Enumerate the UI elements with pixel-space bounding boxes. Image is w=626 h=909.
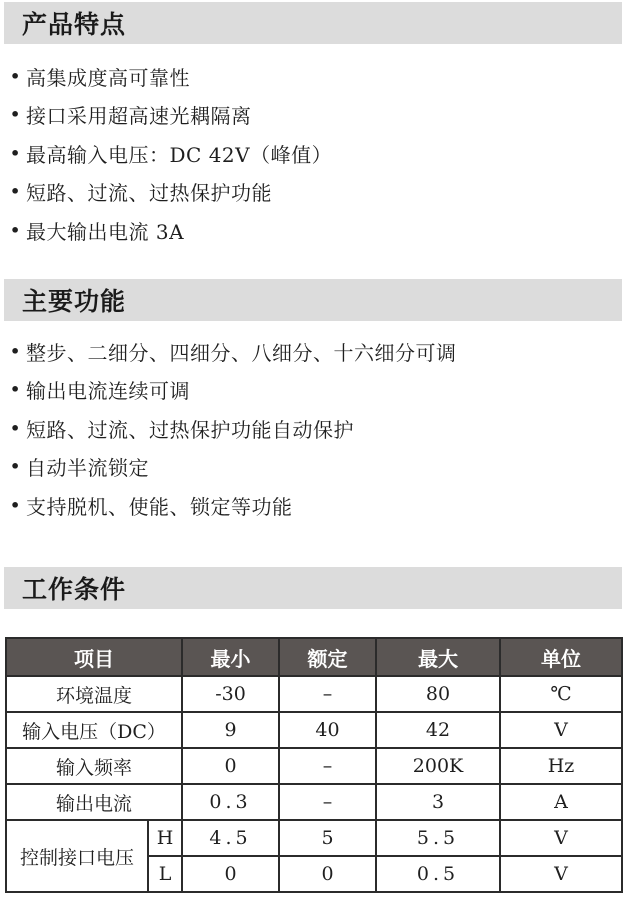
cell-rated: 0 bbox=[279, 856, 376, 892]
section-title-functions: 主要功能 bbox=[22, 287, 127, 316]
column-header-rated: 额定 bbox=[279, 638, 376, 676]
cell-level: H bbox=[148, 820, 182, 856]
cell-unit: V bbox=[500, 820, 622, 856]
cell-unit: ℃ bbox=[500, 676, 622, 712]
section-header-features bbox=[4, 2, 622, 44]
bullet-icon: • bbox=[10, 495, 21, 515]
bullet-icon: • bbox=[10, 105, 21, 125]
cell-min: 0 bbox=[182, 856, 279, 892]
cell-unit: V bbox=[500, 712, 622, 748]
cell-max: 0.5 bbox=[376, 856, 500, 892]
list-item: • 自动半流锁定 bbox=[10, 456, 149, 481]
list-item: • 整步、二细分、四细分、八细分、十六细分可调 bbox=[10, 340, 457, 365]
list-item: • 短路、过流、过热保护功能自动保护 bbox=[10, 417, 354, 442]
cell-item: 输入频率 bbox=[6, 748, 182, 784]
table-row bbox=[6, 712, 622, 748]
section-title-features: 产品特点 bbox=[22, 10, 127, 39]
bullet-icon: • bbox=[10, 182, 21, 202]
list-item: • 接口采用超高速光耦隔离 bbox=[10, 104, 252, 129]
cell-max: 200K bbox=[376, 748, 500, 784]
list-item: • 最大输出电流 3A bbox=[10, 219, 185, 244]
cell-unit: Hz bbox=[500, 748, 622, 784]
cell-rated: – bbox=[279, 676, 376, 712]
column-header-min: 最小 bbox=[182, 638, 279, 676]
cell-unit: A bbox=[500, 784, 622, 820]
list-item: • 高集成度高可靠性 bbox=[10, 65, 190, 90]
cell-rated: – bbox=[279, 748, 376, 784]
cell-min: 0 bbox=[182, 748, 279, 784]
cell-max: 42 bbox=[376, 712, 500, 748]
cell-rated: 40 bbox=[279, 712, 376, 748]
section-header-functions bbox=[4, 279, 622, 321]
table-row bbox=[6, 784, 622, 820]
cell-min: 9 bbox=[182, 712, 279, 748]
column-header-item: 项目 bbox=[6, 638, 182, 676]
list-item: • 输出电流连续可调 bbox=[10, 379, 190, 404]
functions-list bbox=[10, 332, 457, 525]
table-row bbox=[6, 748, 622, 784]
section-header-conditions bbox=[4, 567, 622, 609]
cell-item: 环境温度 bbox=[6, 676, 182, 712]
cell-max: 3 bbox=[376, 784, 500, 820]
features-list bbox=[10, 57, 332, 250]
bullet-icon: • bbox=[10, 418, 21, 438]
column-header-max: 最大 bbox=[376, 638, 500, 676]
cell-min: 4.5 bbox=[182, 820, 279, 856]
list-item: • 最高输入电压：DC 42V（峰值） bbox=[10, 142, 333, 167]
cell-max: 5.5 bbox=[376, 820, 500, 856]
cell-rated: – bbox=[279, 784, 376, 820]
table-row bbox=[6, 820, 622, 856]
bullet-icon: • bbox=[10, 341, 21, 361]
cell-max: 80 bbox=[376, 676, 500, 712]
cell-min: 0.3 bbox=[182, 784, 279, 820]
table-row bbox=[6, 676, 622, 712]
cell-rated: 5 bbox=[279, 820, 376, 856]
section-title-conditions: 工作条件 bbox=[22, 575, 127, 604]
bullet-icon: • bbox=[10, 143, 21, 163]
operating-conditions-table bbox=[5, 637, 623, 893]
cell-unit: V bbox=[500, 856, 622, 892]
bullet-icon: • bbox=[10, 457, 21, 477]
cell-item: 输入电压（DC） bbox=[6, 712, 182, 748]
cell-level: L bbox=[148, 856, 182, 892]
bullet-icon: • bbox=[10, 220, 21, 240]
column-header-unit: 单位 bbox=[500, 638, 622, 676]
bullet-icon: • bbox=[10, 380, 21, 400]
bullet-icon: • bbox=[10, 66, 21, 86]
table-header-row bbox=[6, 638, 622, 676]
cell-item: 输出电流 bbox=[6, 784, 182, 820]
cell-item: 控制接口电压 bbox=[6, 820, 148, 892]
cell-min: -30 bbox=[182, 676, 279, 712]
list-item: • 短路、过流、过热保护功能 bbox=[10, 181, 272, 206]
list-item: • 支持脱机、使能、锁定等功能 bbox=[10, 494, 293, 519]
